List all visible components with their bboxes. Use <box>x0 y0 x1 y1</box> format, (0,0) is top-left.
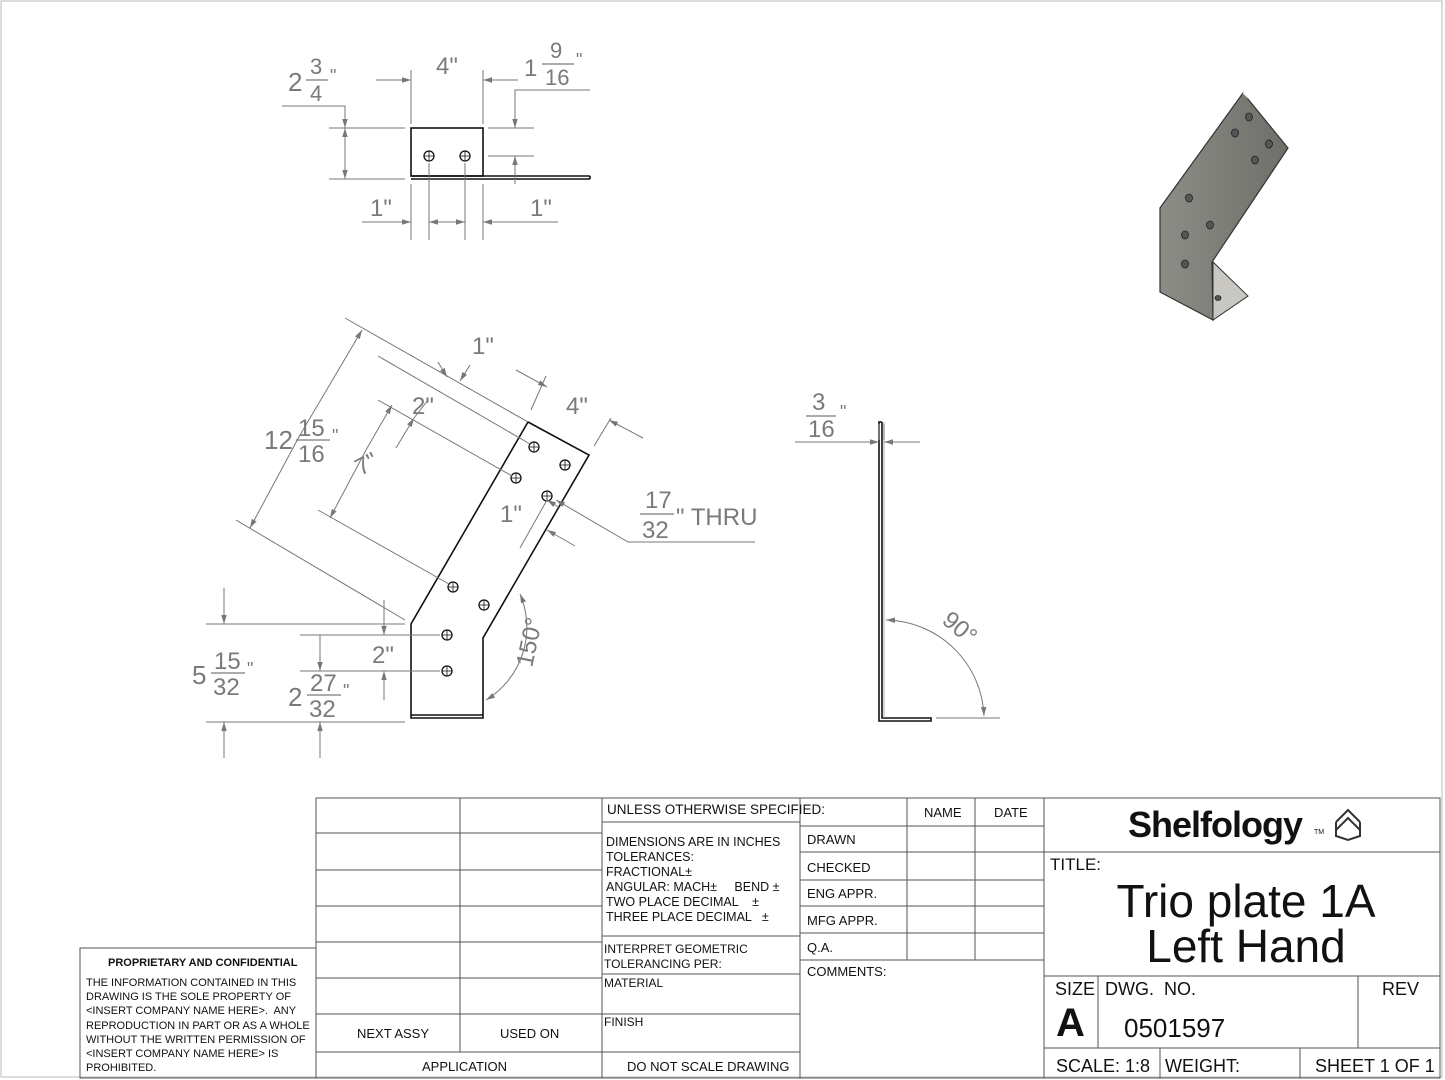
tb-weight: WEIGHT: <box>1165 1056 1240 1076</box>
tb-next-assy: NEXT ASSY <box>357 1026 430 1041</box>
front-bottom-hole-num: 27 <box>310 670 337 697</box>
front-overall-num: 15 <box>298 415 325 442</box>
front-bottom-total-num: 15 <box>214 648 241 675</box>
tb-comments: COMMENTS: <box>807 964 887 979</box>
tb-dims-line-2: FRACTIONAL± <box>606 865 693 879</box>
tb-do-not-scale: DO NOT SCALE DRAWING <box>627 1059 790 1074</box>
front-bottom-total-whole: 5 <box>192 660 207 690</box>
tb-dims-line-3: ANGULAR: MACH± BEND ± <box>606 880 780 894</box>
front-overall-den: 16 <box>298 441 325 468</box>
side-thickness-unit: " <box>840 402 847 422</box>
proprietary-line-1: DRAWING IS THE SOLE PROPERTY OF <box>86 991 291 1003</box>
hole-callout-num: 17 <box>645 487 672 514</box>
front-bottom-hole-unit: " <box>343 681 350 701</box>
tb-row-qa: Q.A. <box>807 940 834 955</box>
tb-dwg-number: 0501597 <box>1124 1013 1226 1043</box>
tb-col-name: NAME <box>924 805 962 820</box>
tb-dwg-label: DWG. NO. <box>1105 979 1196 999</box>
bend-angle-label: 150° <box>511 615 549 670</box>
hole-callout-den: 32 <box>642 517 669 544</box>
tb-material: MATERIAL <box>604 976 664 990</box>
side-thickness-num: 3 <box>812 389 826 416</box>
tb-row-drawn: DRAWN <box>807 832 856 847</box>
proprietary-line-2: <INSERT COMPANY NAME HERE>. ANY <box>86 1005 297 1017</box>
top-height-unit: " <box>330 66 337 86</box>
tb-row-mfg: MFG APPR. <box>807 913 878 928</box>
front-2in-low-label: 2" <box>372 642 394 669</box>
tb-row-eng: ENG APPR. <box>807 886 878 901</box>
proprietary-heading: PROPRIETARY AND CONFIDENTIAL <box>108 957 298 969</box>
tb-rev-label: REV <box>1382 979 1420 999</box>
top-flange-unit: " <box>576 50 583 70</box>
drawing-title-line2: Left Hand <box>1146 920 1346 972</box>
tb-col-date: DATE <box>994 805 1028 820</box>
proprietary-line-5: <INSERT COMPANY NAME HERE> IS <box>86 1048 279 1060</box>
tb-row-checked: CHECKED <box>807 860 871 875</box>
top-right-edge-label: 1" <box>530 195 552 222</box>
top-flange-den: 16 <box>545 65 570 90</box>
company-logo-text: Shelfology <box>1128 804 1303 845</box>
tb-dims-line-5: THREE PLACE DECIMAL ± <box>606 910 769 924</box>
tb-application: APPLICATION <box>422 1059 508 1074</box>
tb-interpret-0: INTERPRET GEOMETRIC <box>604 942 748 956</box>
front-bottom-total-unit: " <box>247 659 254 679</box>
hole-callout-thru: " THRU <box>676 504 758 531</box>
front-7in-label: 7" <box>350 447 383 482</box>
tb-used-on: USED ON <box>500 1026 560 1041</box>
front-overall-whole: 12 <box>264 425 293 455</box>
tb-finish: FINISH <box>604 1015 644 1029</box>
top-left-edge-label: 1" <box>370 195 392 222</box>
side-view <box>795 422 1000 721</box>
front-bottom-total-den: 32 <box>213 674 240 701</box>
side-thickness-den: 16 <box>808 416 835 443</box>
front-2in-top-label: 2" <box>412 393 434 420</box>
tb-size-value: A <box>1056 1001 1085 1045</box>
top-height-den: 4 <box>310 81 323 106</box>
tb-dims-line-0: DIMENSIONS ARE IN INCHES <box>606 835 781 849</box>
side-angle-label: 90° <box>936 606 983 651</box>
drawing-title-line1: Trio plate 1A <box>1116 875 1376 927</box>
front-1in-mid-label: 1" <box>500 501 522 528</box>
tb-size-label: SIZE <box>1055 979 1096 999</box>
proprietary-line-4: WITHOUT THE WRITTEN PERMISSION OF <box>86 1034 306 1046</box>
top-flange-whole: 1 <box>524 55 538 82</box>
proprietary-line-6: PROHIBITED. <box>86 1062 157 1074</box>
proprietary-line-3: REPRODUCTION IN PART OR AS A WHOLE <box>86 1020 310 1032</box>
proprietary-line-0: THE INFORMATION CONTAINED IN THIS <box>86 977 297 989</box>
front-bottom-hole-whole: 2 <box>288 682 303 712</box>
top-flange-num: 9 <box>550 38 563 63</box>
company-logo-icon <box>1336 810 1360 840</box>
tb-scale: SCALE: 1:8 <box>1056 1056 1151 1076</box>
tb-dims-line-1: TOLERANCES: <box>606 850 694 864</box>
front-bottom-hole-den: 32 <box>309 696 336 723</box>
front-4in-label: 4" <box>566 393 588 420</box>
tb-unless: UNLESS OTHERWISE SPECIFIED: <box>607 802 826 817</box>
company-logo-tm: TM <box>1314 829 1325 836</box>
tb-sheet: SHEET 1 OF 1 <box>1315 1056 1435 1076</box>
top-height-whole: 2 <box>288 67 303 97</box>
top-height-num: 3 <box>310 54 323 79</box>
tb-interpret-1: TOLERANCING PER: <box>604 957 722 971</box>
top-width-label: 4" <box>436 53 458 80</box>
tb-title-label: TITLE: <box>1050 855 1102 874</box>
front-overall-unit: " <box>332 426 339 446</box>
tb-dims-line-4: TWO PLACE DECIMAL ± <box>606 895 759 909</box>
isometric-view <box>1160 93 1288 320</box>
front-1in-top-label: 1" <box>472 333 494 360</box>
